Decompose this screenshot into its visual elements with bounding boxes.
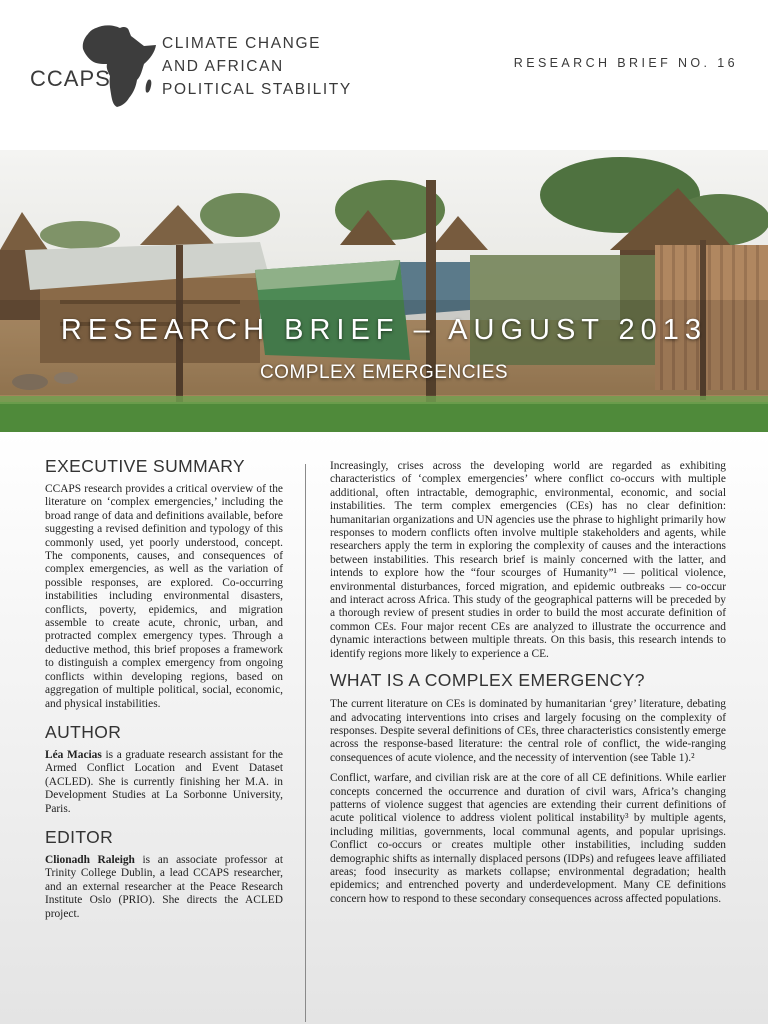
content-area bbox=[0, 432, 768, 1024]
author-name: Léa Macias bbox=[45, 748, 102, 761]
editor-bio bbox=[45, 854, 283, 921]
what-is-paragraph-1: The current literature on CEs is dominated by humanitarian ‘grey’ literature, debating and advocating interventions into crises and largely focusing on the complexity of responses. Despite several definitions of CEs, three characteristics consistently emerge across the response-based literature: the central role of conflict, the wide-ranging consequences of acute violence, and the necessity of intervention (see Table 1).² bbox=[330, 698, 726, 764]
left-column bbox=[45, 456, 283, 921]
author-heading: AUTHOR bbox=[45, 721, 122, 742]
org-name-line: AND AFRICAN bbox=[162, 58, 284, 75]
org-name bbox=[162, 32, 352, 101]
hero-title: RESEARCH BRIEF – AUGUST 2013 bbox=[60, 314, 708, 346]
org-name-line: CLIMATE CHANGE bbox=[162, 35, 322, 52]
author-bio bbox=[45, 749, 283, 816]
column-divider bbox=[305, 464, 306, 1022]
editor-name: Clionadh Raleigh bbox=[45, 853, 135, 866]
header bbox=[0, 0, 768, 170]
executive-summary-heading: EXECUTIVE SUMMARY bbox=[45, 456, 245, 476]
org-name-line: POLITICAL STABILITY bbox=[162, 81, 352, 98]
what-is-paragraph-2: Conflict, warfare, and civilian risk are at the core of all CE definitions. While earlier concepts concerned the occurrence and duration of civil wars, Africa’s changing patterns of violence suggest that agencies are extending their current definitions of acute political violence to address violent political instability³ by multiple agents, including militias, governments, local communal agents, and popular uprisings. Conflict co-occurs or creates multiple other instabilities, including sudden demographic shifts as internally displaced persons (IDPs) and refugees leave affiliated areas; food insecurity as markets collapse; environmental degradation; health epidemics; and entrenched poverty and underdevelopment. Many CE definitions concern how to respond to these secondary consequences across affected populations. bbox=[330, 772, 726, 905]
brief-number: RESEARCH BRIEF NO. 16 bbox=[513, 56, 738, 70]
ccaps-logo-text: CCAPS bbox=[30, 66, 111, 91]
editor-heading: EDITOR bbox=[45, 826, 114, 847]
editor-text: is an associate professor at Trinity College Dublin, a lead CCAPS researcher, and an external researcher at the Peace Research Institute Oslo (PRIO). She directs the ACLED project. bbox=[45, 853, 284, 920]
what-is-heading: WHAT IS A COMPLEX EMERGENCY? bbox=[330, 670, 645, 691]
author-text: is a graduate research assistant for the Armed Conflict Location and Event Dataset (ACLED). She is currently finishing her M.A. in Development Studies at La Sorbonne University, Paris. bbox=[45, 748, 283, 815]
executive-summary-text: CCAPS research provides a critical overview of the literature on ‘complex emergencies,’ including the broad range of data and definitions available, before suggesting a revised definition and typology of this commonly used, yet poorly understood, concept. The components, causes, and consequences of complex emergencies, as well as the variation of possible responses, are explored. Co-occurring instabilities including environmental disasters, conflicts, poverty, epidemics, and migration assemble to create acute, chronic, urban, and protracted complex emergency types. Through a deductive method, this brief proposes a framework to distinguish a complex emergency from ongoing conflicts within developing regions, based on aggregation of multiple political, social, economic, and physical instabilities. bbox=[45, 483, 283, 710]
village-photo bbox=[0, 150, 768, 432]
africa-map-icon bbox=[82, 22, 158, 108]
intro-text: Increasingly, crises across the developing world are regarded as exhibiting characteristics of ‘complex emergencies’ where conflict co-occurs with multiple additional, often intractable, demographic, environmental, economic, and social instabilities. The term complex emergencies (CEs) has no clear definition: humanitarian organizations and UN agencies use the phrase to highlight primarily how responses to modern conflicts often involve multiple stakeholders and agents, while researchers apply the term in exploring the complexity of causes and the interactions between instabilities. This research brief is mainly concerned with the latter, and intends to explore how the “four scourges of Humanity”¹ — political violence, environmental disturbances, forced migration, and epidemic outbreaks — co-occur and interact across Africa. This study of the geographical patterns will be preceded by a thorough review of present studies in order to build the most accurate definition of common CEs. Four major recent CEs are analyzed to illustrate the occurrence and dynamic interactions between multiple threats. On this basis, this research intends to identify regions more likely to experience a CE. bbox=[330, 460, 726, 660]
hero-subtitle: COMPLEX EMERGENCIES bbox=[259, 362, 509, 383]
right-column bbox=[330, 460, 726, 906]
hero-image bbox=[0, 150, 768, 432]
